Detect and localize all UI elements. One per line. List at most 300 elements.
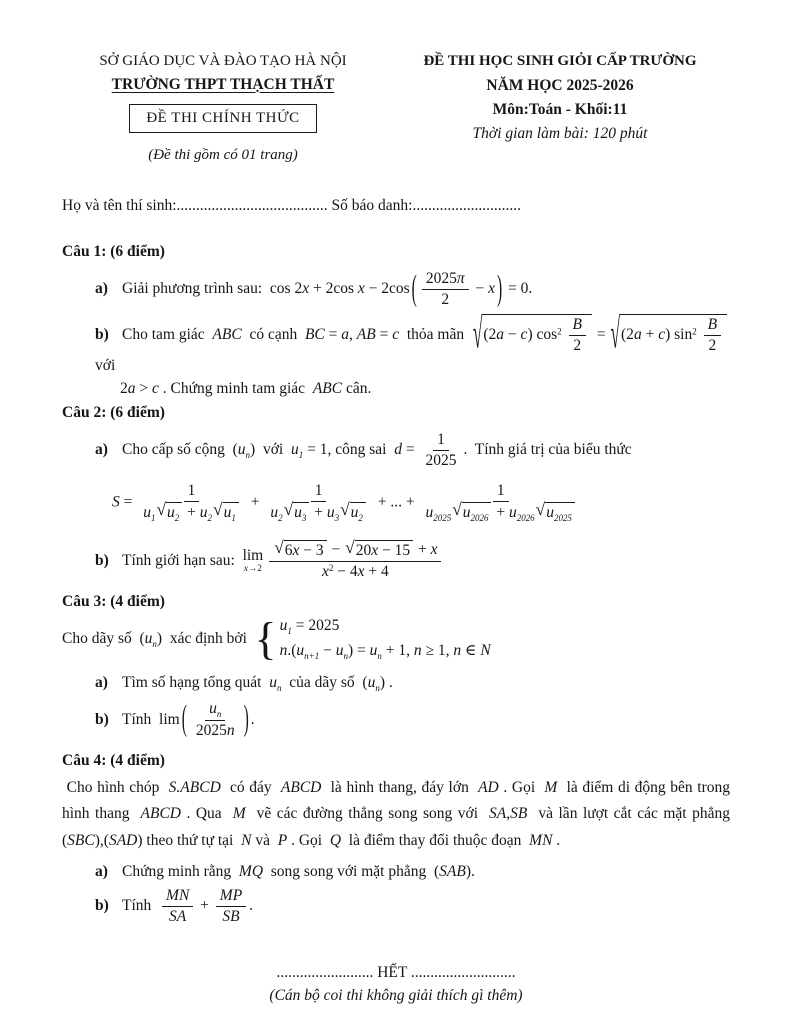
- math-token: u: [425, 504, 434, 522]
- math-token: 2025: [425, 452, 457, 470]
- footer-note: (Cán bộ coi thi không giải thích gì thêm): [269, 987, 523, 1005]
- math-token: π: [456, 269, 465, 287]
- math-token: n: [453, 642, 462, 660]
- math-token: c: [658, 326, 666, 344]
- math-token: u: [290, 441, 299, 459]
- math-token: [452, 502, 491, 525]
- math-token: ),(: [94, 831, 109, 849]
- math-token: u: [143, 504, 151, 522]
- item-label-3a: a): [95, 673, 108, 691]
- math-token: (: [411, 269, 417, 309]
- math-token: ) xác định bởi: [156, 630, 255, 648]
- math-token: ≥ 1,: [421, 642, 454, 660]
- math-token: . Gọi: [287, 831, 330, 849]
- question-1b: [62, 310, 736, 376]
- math-token: và lần lượt cắt các mặt phẳng (: [62, 805, 734, 849]
- math-token: [704, 336, 720, 356]
- math-token: [166, 502, 182, 525]
- math-token: BC: [304, 325, 325, 343]
- math-token: u: [326, 504, 335, 522]
- math-token: (2: [483, 326, 497, 344]
- math-token: n: [377, 651, 382, 662]
- math-token: − 2cos: [364, 280, 410, 298]
- math-token: . Tính giá trị của biểu thức: [463, 441, 632, 459]
- math-token: [269, 537, 441, 562]
- question-1: [62, 242, 736, 399]
- question-3b-formula: [122, 699, 255, 740]
- math-token: SBC: [67, 831, 95, 849]
- question-2b-formula: [122, 537, 444, 581]
- question-3a-text: [122, 674, 393, 691]
- question-4-intro: [62, 775, 734, 855]
- math-token: 2: [692, 326, 697, 337]
- math-token: [139, 481, 244, 525]
- math-token: n: [277, 682, 282, 693]
- question-2a-text: [122, 430, 632, 470]
- math-token: 2: [708, 337, 717, 355]
- math-token: +: [641, 326, 659, 344]
- math-token: là điểm thay đổi thuộc đoạn: [341, 831, 530, 849]
- math-token: x: [292, 542, 300, 560]
- math-token: u: [270, 504, 279, 522]
- math-token: = 2025: [291, 617, 340, 635]
- math-token: c: [520, 326, 528, 344]
- question-3a: [62, 673, 730, 695]
- school-name: TRƯỜNG THPT THẠCH THẤT: [111, 75, 335, 93]
- math-token: =: [375, 325, 393, 343]
- math-token: √: [452, 500, 462, 520]
- math-token: u: [279, 617, 288, 635]
- math-token: với: [95, 325, 736, 375]
- question-4: [62, 751, 734, 927]
- math-token: [569, 336, 585, 356]
- math-token: ,: [349, 325, 357, 343]
- math-token: [493, 481, 509, 502]
- end-marker: ......................... HẾT ...........................: [276, 963, 516, 981]
- math-token: 2: [207, 513, 213, 524]
- math-token: [545, 502, 575, 525]
- math-token: [704, 315, 721, 336]
- math-token: Cho hình chóp: [62, 778, 169, 796]
- question-2-heading: Câu 2: (6 điểm): [62, 403, 165, 421]
- math-token: MQ: [238, 862, 264, 880]
- math-token: n: [279, 642, 288, 660]
- math-token: u: [209, 699, 217, 717]
- question-2: [62, 403, 730, 583]
- question-4a: [62, 862, 730, 882]
- math-token: ): [243, 699, 249, 740]
- math-token: .: [250, 710, 255, 728]
- math-token: √: [156, 500, 167, 520]
- math-token: 1: [298, 450, 304, 461]
- math-token: [345, 537, 413, 561]
- math-token: − 4: [333, 563, 358, 581]
- math-token: [350, 502, 366, 525]
- math-token: a: [127, 379, 136, 397]
- header-left: [62, 52, 384, 166]
- math-token: u: [237, 441, 246, 459]
- math-token: − 3: [299, 542, 324, 560]
- math-token: >: [135, 379, 152, 397]
- math-token: [139, 502, 244, 525]
- math-token: [280, 641, 491, 663]
- math-token: = 1, công sai: [303, 441, 395, 459]
- math-token: Giải phương trình sau:: [122, 280, 270, 298]
- math-token: [165, 907, 190, 927]
- math-token: u: [223, 504, 232, 522]
- math-token: [269, 537, 441, 582]
- math-token: u: [294, 504, 302, 522]
- math-token: [421, 502, 579, 525]
- math-token: [244, 564, 262, 574]
- page-count-note: (Đề thi gồm có 01 trang): [148, 147, 298, 164]
- math-token: [192, 699, 239, 742]
- math-token: ) theo thứ tự tại: [137, 831, 242, 849]
- math-token: MN: [166, 886, 190, 904]
- math-token: Tính: [122, 896, 160, 914]
- math-token: Tính lim: [122, 710, 180, 728]
- math-token: n: [245, 450, 251, 461]
- math-token: là điểm di động bên trong hình thang: [62, 778, 734, 823]
- math-token: 1: [187, 482, 196, 500]
- math-token: 1: [287, 626, 292, 637]
- math-token: 2: [557, 326, 562, 337]
- math-token: ABCD: [280, 778, 322, 796]
- math-token: u: [167, 504, 175, 522]
- question-3b: [62, 699, 730, 742]
- math-token: √: [472, 310, 483, 358]
- math-token: (: [181, 699, 187, 740]
- math-token: . Chứng minh tam giác: [158, 379, 313, 397]
- math-token: c: [152, 379, 159, 397]
- math-token: cos 2: [269, 280, 303, 298]
- math-token: =: [119, 493, 137, 511]
- math-token: n: [343, 651, 348, 662]
- official-exam-box-wrap: [62, 104, 384, 134]
- math-token: ) sin: [665, 326, 693, 344]
- math-token: +: [414, 541, 431, 559]
- question-1a-formula: [122, 269, 533, 309]
- math-token: [569, 315, 586, 336]
- math-token: 2025: [433, 513, 452, 524]
- math-token: [280, 616, 491, 662]
- math-token: M: [232, 805, 246, 823]
- math-token: ABCD: [140, 805, 181, 823]
- math-token: [254, 613, 491, 665]
- math-token: Chứng minh rằng: [122, 862, 239, 880]
- math-token: 2: [174, 513, 180, 524]
- math-token: (2: [621, 326, 634, 344]
- math-token: SAB: [439, 862, 466, 880]
- math-token: =: [401, 441, 419, 459]
- math-token: [422, 269, 469, 290]
- question-2a-sum-formula: [62, 481, 730, 525]
- math-token: 1: [314, 482, 323, 500]
- question-3: [62, 592, 730, 741]
- question-4a-text: [122, 863, 475, 880]
- math-token: ) với: [250, 441, 291, 459]
- math-token: =: [324, 325, 342, 343]
- math-token: B: [707, 316, 718, 334]
- math-token: [433, 430, 449, 451]
- math-token: u: [335, 642, 344, 660]
- math-token: [422, 269, 469, 310]
- math-token: u: [350, 504, 359, 522]
- math-token: a: [633, 326, 642, 344]
- math-token: N: [241, 831, 252, 849]
- math-token: →2: [247, 564, 262, 575]
- math-token: 2: [120, 379, 128, 397]
- item-label-4b: b): [95, 896, 109, 914]
- math-token: [216, 886, 246, 907]
- math-token: 1: [231, 513, 236, 524]
- question-1-heading: Câu 1: (6 điểm): [62, 242, 165, 260]
- math-token: n: [413, 642, 422, 660]
- math-token: [162, 886, 193, 907]
- math-token: [620, 314, 727, 356]
- math-token: x: [321, 563, 329, 581]
- math-token: [704, 315, 721, 356]
- math-token: [213, 502, 239, 525]
- question-3-intro: [62, 613, 730, 665]
- math-token: [274, 537, 326, 561]
- math-token: n: [216, 708, 222, 719]
- math-token: S: [112, 493, 120, 511]
- math-token: SA: [489, 805, 507, 823]
- math-token: [192, 721, 239, 741]
- math-token: u: [462, 504, 471, 522]
- math-token: −: [471, 280, 489, 298]
- math-token: u: [144, 630, 153, 648]
- math-token: SB: [222, 907, 240, 925]
- exam-duration: Thời gian làm bài: 120 phút: [472, 124, 648, 142]
- math-token: = 0.: [504, 280, 533, 298]
- math-token: ABC: [312, 379, 343, 397]
- math-token: [697, 326, 701, 343]
- math-token: + 1,: [381, 642, 414, 660]
- math-token: [266, 502, 371, 525]
- math-token: .: [249, 896, 254, 914]
- math-token: u: [508, 504, 517, 522]
- math-token: Cho dãy số (: [62, 630, 145, 648]
- question-4b: [62, 886, 730, 927]
- item-label-1b: b): [95, 325, 109, 343]
- math-token: S.ABCD: [168, 778, 221, 796]
- math-token: [293, 502, 309, 525]
- math-token: [162, 886, 193, 927]
- math-token: .: [552, 831, 561, 849]
- math-token: B: [572, 316, 582, 334]
- item-label-2a: a): [95, 441, 108, 459]
- math-token: [421, 430, 460, 471]
- math-token: [223, 502, 239, 525]
- math-token: 2026: [470, 513, 489, 524]
- math-token: x: [371, 542, 379, 560]
- math-token: [437, 290, 453, 310]
- math-token: Cho tam giác: [122, 325, 213, 343]
- math-token: ) =: [347, 642, 370, 660]
- question-2b: [62, 537, 730, 582]
- math-token: [421, 481, 579, 525]
- math-token: −: [319, 642, 336, 660]
- math-token: 3: [301, 513, 307, 524]
- math-token: {: [254, 613, 277, 665]
- math-token: AD: [478, 778, 499, 796]
- math-token: 2: [573, 337, 582, 355]
- candidate-name-line: Họ và tên thí sinh:....................................... Số báo danh:............................: [62, 196, 521, 214]
- math-token: x: [430, 541, 438, 559]
- math-token: [205, 699, 225, 722]
- math-token: a: [496, 326, 505, 344]
- math-token: =: [592, 325, 610, 343]
- math-token: MN: [529, 831, 553, 849]
- item-label-4a: a): [95, 862, 108, 880]
- math-token: SAD: [108, 831, 138, 849]
- math-token: c: [392, 325, 400, 343]
- subject-grade: Môn:Toán - Khối:11: [492, 100, 628, 118]
- math-token: [284, 540, 327, 561]
- math-token: 2: [328, 563, 334, 574]
- question-4-heading: Câu 4: (4 điểm): [62, 752, 165, 770]
- math-token: 2025: [425, 269, 457, 287]
- math-token: [569, 315, 586, 356]
- math-token: n: [375, 682, 380, 693]
- math-token: [562, 326, 566, 343]
- math-token: √: [274, 537, 284, 557]
- exam-title: ĐỀ THI HỌC SINH GIỎI CẤP TRƯỜNG: [423, 53, 697, 69]
- math-token: + 2cos: [309, 280, 358, 298]
- math-token: [610, 310, 727, 358]
- question-2a: [62, 430, 730, 471]
- math-token: vẽ các đường thẳng song song với: [245, 805, 490, 823]
- header-right: [390, 52, 730, 166]
- math-token: cân.: [342, 379, 372, 397]
- question-4b-formula: [122, 886, 254, 925]
- math-token: lim: [242, 546, 264, 564]
- math-token: + 4: [364, 563, 389, 581]
- math-token: song song với mặt phẳng (: [263, 862, 440, 880]
- math-token: SA: [169, 907, 187, 925]
- math-token: + ... +: [373, 493, 419, 511]
- math-token: có cạnh: [241, 325, 305, 343]
- math-token: √: [213, 500, 223, 520]
- math-token: 6: [284, 542, 293, 560]
- math-token: ): [497, 269, 503, 309]
- math-token: [266, 481, 371, 525]
- math-token: ) .: [379, 673, 393, 691]
- math-token: Tìm số hạng tổng quát: [122, 673, 270, 691]
- math-token: [482, 314, 592, 356]
- math-token: u: [269, 673, 277, 691]
- math-token: 2: [278, 513, 283, 524]
- math-token: √: [340, 500, 350, 520]
- math-token: Cho cấp số cộng (: [122, 441, 238, 459]
- math-token: − 15: [378, 542, 411, 560]
- math-token: [243, 548, 264, 574]
- math-token: u: [546, 504, 554, 522]
- math-token: [216, 886, 246, 927]
- math-token: √: [283, 500, 294, 520]
- math-token: +: [183, 504, 200, 522]
- math-token: n: [152, 639, 157, 650]
- math-token: +: [492, 504, 509, 522]
- math-token: có đáy: [220, 778, 281, 796]
- item-label-3b: b): [95, 710, 109, 728]
- math-token: ).: [465, 862, 475, 880]
- math-token: 3: [334, 513, 340, 524]
- math-token: +: [310, 504, 327, 522]
- math-token: ,: [506, 805, 511, 823]
- department-name: SỞ GIÁO DỤC VÀ ĐÀO TẠO HÀ NỘI: [99, 53, 347, 69]
- math-token: [280, 616, 491, 638]
- math-token: [355, 540, 413, 561]
- official-exam-box: ĐỀ THI CHÍNH THỨC: [129, 104, 316, 134]
- math-token: √: [345, 537, 355, 557]
- math-token: [421, 451, 460, 471]
- math-token: u: [296, 642, 305, 660]
- math-token: ∈: [461, 642, 481, 660]
- math-token: 1: [496, 482, 505, 500]
- math-token: [184, 481, 200, 502]
- school-year: NĂM HỌC 2025-2026: [486, 76, 634, 94]
- math-token: +: [246, 493, 264, 511]
- math-token: của dãy số (: [281, 673, 368, 691]
- math-token: 2025: [195, 722, 227, 740]
- math-token: [318, 562, 393, 582]
- math-token: x: [357, 563, 365, 581]
- math-token: [462, 502, 492, 525]
- math-token: x: [243, 564, 248, 575]
- math-token: N: [480, 642, 491, 660]
- math-token: ABC: [212, 325, 242, 343]
- math-token: 1: [151, 513, 156, 524]
- exam-header: [62, 52, 730, 166]
- math-token: và: [251, 831, 278, 849]
- math-token: thỏa mãn: [399, 325, 472, 343]
- math-token: √: [610, 310, 621, 358]
- math-token: 20: [355, 542, 372, 560]
- item-label-2b: b): [95, 551, 109, 569]
- math-token: P: [277, 831, 288, 849]
- math-token: là hình thang, đáy lớn: [321, 778, 479, 796]
- math-token: [218, 907, 243, 927]
- math-token: M: [544, 778, 558, 796]
- question-3-heading: Câu 3: (4 điểm): [62, 593, 165, 611]
- question-1a: [62, 269, 730, 310]
- math-token: √: [535, 500, 546, 520]
- math-token: SB: [510, 805, 528, 823]
- question-1b-formula: [95, 310, 736, 375]
- math-token: [157, 502, 183, 525]
- math-token: [536, 502, 575, 525]
- math-token: x: [488, 280, 495, 298]
- math-token: d: [394, 441, 402, 459]
- math-token: [284, 502, 310, 525]
- math-token: AB: [356, 325, 376, 343]
- math-token: [311, 481, 327, 502]
- math-token: n+1: [304, 651, 320, 662]
- math-token: 2: [358, 513, 363, 524]
- item-label-1a: a): [95, 280, 108, 298]
- math-token: 2025: [553, 513, 572, 524]
- math-token: a: [341, 325, 350, 343]
- math-token: Tính giới hạn sau:: [122, 551, 243, 569]
- math-token: MP: [219, 886, 243, 904]
- math-token: Q: [329, 831, 342, 849]
- math-token: 1: [437, 430, 445, 448]
- math-token: x: [357, 280, 365, 298]
- math-token: n: [226, 722, 235, 740]
